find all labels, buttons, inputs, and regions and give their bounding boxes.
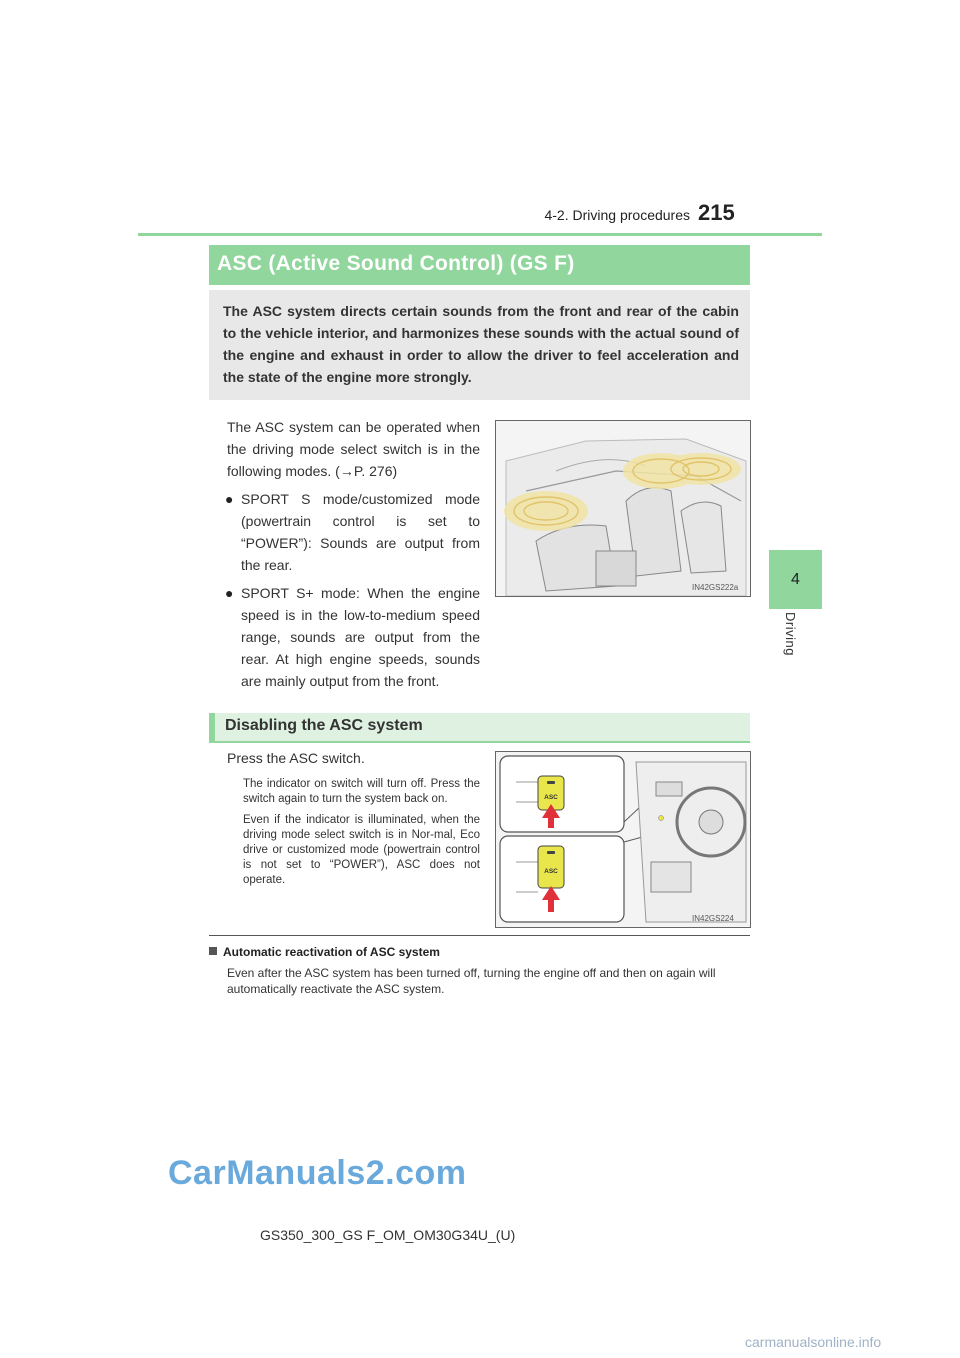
note-text: Even after the ASC system has been turned off, turning the engine off and then on again will automatically reactivate the ASC system.	[227, 966, 716, 996]
asc-button-label: ASC	[544, 868, 558, 875]
subsection-heading-bar	[209, 713, 750, 741]
cabin-illustration-svg	[496, 421, 750, 596]
note-heading	[209, 945, 440, 959]
bullet-dot: ●	[225, 491, 234, 507]
asc-switch-svg	[496, 752, 750, 927]
document-code: GS350_300_GS F_OM_OM30G34U_(U)	[260, 1227, 516, 1243]
press-instruction: Press the ASC switch.	[227, 750, 365, 766]
asc-button-bottom	[538, 846, 564, 888]
note-heading-text: Automatic reactivation of ASC system	[223, 945, 440, 959]
figure-code: IN42GS224	[692, 914, 734, 923]
subsection-heading: Disabling the ASC system	[225, 717, 423, 734]
switch-notes	[243, 777, 480, 894]
switch-note: Even if the indicator is illuminated, when the driving mode select switch is in Nor-mal, Eco drive or customized mode (powertrain control is not set to “POWER”), ASC does not operate.	[243, 814, 480, 886]
chapter-label-wrap	[783, 612, 805, 692]
intro-text: The ASC system directs certain sounds from the front and rear of the cabin to the vehicle interior, and harmonizes these sounds with the actual sound of the engine and exhaust in order to allow the driver to feel acceleration and the state of the engine more strongly.	[223, 303, 739, 385]
page-number: 215	[698, 200, 735, 225]
bullet-text: SPORT S mode/customized mode (powertrain control is set to “POWER”): Sounds are output from the rear.	[241, 491, 480, 573]
chapter-label: Driving	[783, 612, 798, 656]
note-rule	[209, 935, 750, 936]
bullet-text: SPORT S+ mode: When the engine speed is in the low-to-medium speed range, sounds are output from the rear. At high engine speeds, sounds are mainly output from the front.	[241, 585, 480, 689]
section-heading-bar	[209, 245, 750, 285]
bullet-dot: ●	[225, 585, 234, 601]
bullet-item	[227, 582, 480, 692]
asc-button-label: ASC	[544, 794, 558, 801]
chapter-tab	[769, 550, 822, 609]
subsection-rule	[209, 741, 750, 743]
switch-note: The indicator on switch will turn off. Press the switch again to turn the system back on.	[243, 778, 480, 805]
chapter-number: 4	[791, 570, 800, 588]
side-tab-spacer	[769, 236, 822, 550]
intro-box	[209, 290, 750, 400]
body-paragraph: The ASC system can be operated when the driving mode select switch is in the following modes. (→P. 276)	[227, 419, 480, 479]
bullet-item	[227, 488, 480, 576]
watermark-logo: CarManuals2.com	[168, 1154, 467, 1192]
square-bullet-icon	[209, 947, 217, 955]
body-text	[227, 416, 480, 692]
section-heading: ASC (Active Sound Control) (GS F)	[217, 252, 575, 275]
asc-switch-illustration	[495, 751, 751, 928]
cabin-sound-illustration	[495, 420, 751, 597]
section-title: 4-2. Driving procedures	[544, 207, 690, 223]
header-rule	[138, 233, 822, 236]
watermark-secondary: carmanualsonline.info	[745, 1334, 882, 1350]
figure-code: IN42GS222a	[692, 583, 739, 592]
